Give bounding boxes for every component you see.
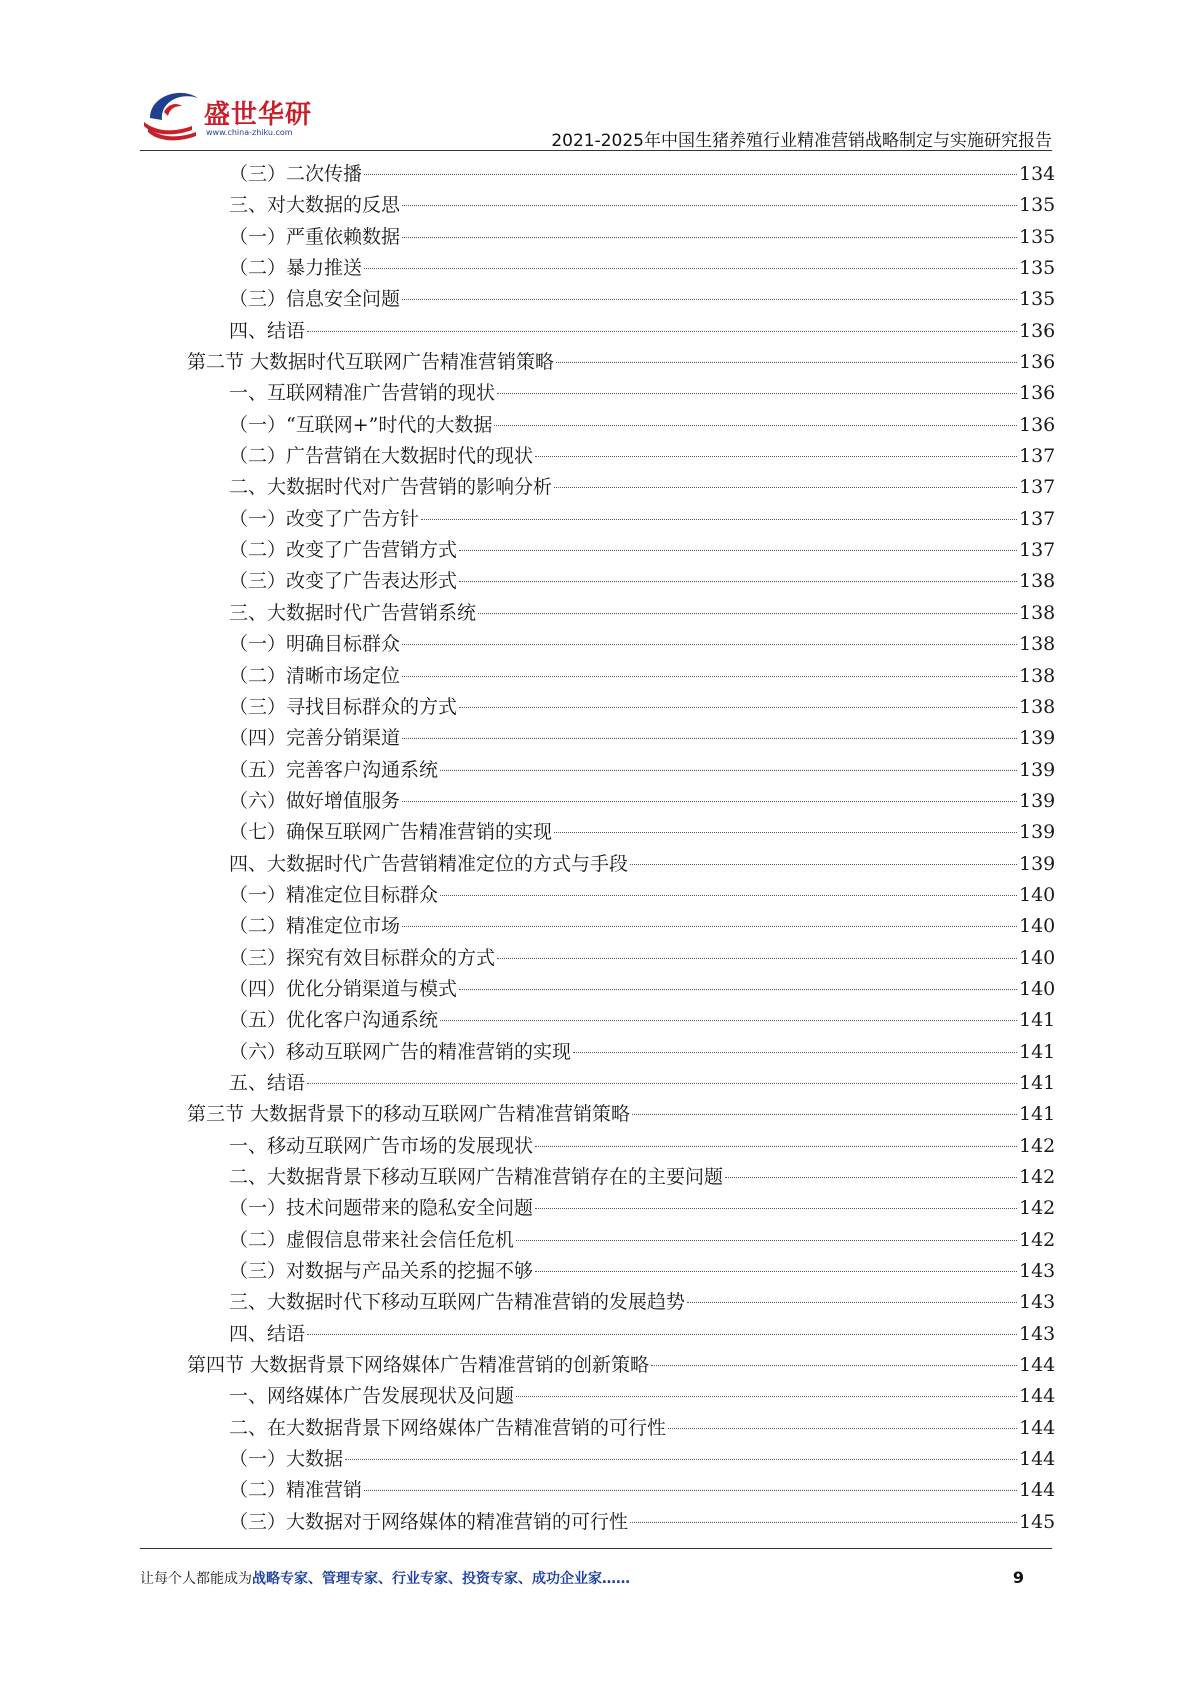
toc-entry[interactable] [0, 1507, 1191, 1538]
toc-entry[interactable] [0, 284, 1191, 315]
toc-leader-dots [402, 237, 1017, 238]
toc-entry[interactable] [0, 159, 1191, 190]
toc-entry[interactable] [0, 410, 1191, 441]
toc-entry[interactable] [0, 504, 1191, 535]
toc-entry-page: 134 [1019, 163, 1056, 185]
toc-leader-dots [402, 299, 1017, 300]
toc-entry-title: （二）清晰市场定位 [229, 664, 401, 687]
toc-leader-dots [364, 174, 1017, 175]
toc-leader-dots [459, 707, 1017, 708]
toc-entry-title: 二、大数据时代对广告营销的影响分析 [229, 476, 553, 499]
toc-leader-dots [632, 1114, 1017, 1115]
toc-leader-dots [459, 581, 1017, 582]
toc-entry-page: 136 [1019, 319, 1056, 342]
toc-entry-page: 143 [1019, 1291, 1056, 1314]
toc-entry[interactable] [0, 755, 1191, 786]
toc-entry[interactable] [0, 692, 1191, 723]
logo-url: www.china-zhiku.com [206, 128, 293, 137]
toc-entry-title: （三）对数据与产品关系的挖掘不够 [229, 1260, 534, 1283]
toc-entry-page: 137 [1019, 476, 1056, 499]
toc-leader-dots [535, 456, 1017, 457]
footer-divider [140, 1548, 1052, 1549]
toc-entry-page: 139 [1019, 852, 1056, 875]
toc-entry-page: 139 [1019, 821, 1056, 844]
toc-entry-page: 138 [1019, 664, 1056, 687]
toc-entry-page: 144 [1019, 1385, 1056, 1408]
toc-leader-dots [345, 1459, 1017, 1460]
toc-entry[interactable] [0, 943, 1191, 974]
page-number: 9 [1012, 1568, 1024, 1587]
toc-entry-title: 第四节 大数据背景下网络媒体广告精准营销的创新策略 [187, 1354, 650, 1377]
toc-entry-page: 143 [1019, 1322, 1056, 1345]
toc-entry-page: 141 [1019, 1103, 1056, 1126]
toc-entry-title: 四、大数据时代广告营销精准定位的方式与手段 [229, 852, 629, 875]
footer-slogan-prefix: 让每个人都能成为 [140, 1571, 252, 1587]
toc-leader-dots [668, 1428, 1017, 1429]
toc-entry-title: （二）改变了广告营销方式 [229, 539, 458, 562]
toc-entry[interactable] [0, 661, 1191, 692]
toc-entry-title: （二）精准营销 [229, 1479, 363, 1502]
toc-entry-page: 142 [1019, 1166, 1056, 1188]
toc-entry-page: 138 [1019, 695, 1056, 718]
logo-name: 盛世华研 [204, 100, 313, 130]
document-title: 2021-2025年中国生猪养殖行业精准营销战略制定与实施研究报告 [551, 131, 1052, 151]
toc-entry[interactable] [0, 1193, 1191, 1224]
toc-entry-title: 三、大数据时代广告营销系统 [229, 601, 477, 624]
toc-entry-page: 137 [1019, 539, 1056, 562]
toc-entry-page: 138 [1019, 633, 1056, 656]
toc-leader-dots [687, 1302, 1017, 1303]
toc-entry-page: 137 [1019, 507, 1056, 530]
toc-entry-page: 144 [1019, 1479, 1056, 1502]
page-footer [140, 1568, 1052, 1594]
toc-entry-page: 138 [1019, 601, 1056, 624]
toc-entry-page: 140 [1019, 915, 1056, 938]
toc-leader-dots [440, 895, 1017, 896]
toc-entry[interactable] [0, 974, 1191, 1005]
toc-entry[interactable] [0, 598, 1191, 629]
toc-entry[interactable] [0, 911, 1191, 942]
toc-entry-title: （五）完善客户沟通系统 [229, 758, 439, 781]
toc-entry[interactable] [0, 1256, 1191, 1287]
toc-entry-page: 142 [1019, 1197, 1056, 1220]
toc-entry[interactable] [0, 378, 1191, 409]
toc-leader-dots [573, 1052, 1017, 1053]
toc-entry[interactable] [0, 1413, 1191, 1444]
toc-entry[interactable] [0, 849, 1191, 880]
toc-entry-title: （七）确保互联网广告精准营销的实现 [229, 821, 553, 844]
toc-entry-title: （五）优化客户沟通系统 [229, 1009, 439, 1032]
toc-leader-dots [364, 268, 1017, 269]
toc-entry-title: （四）完善分销渠道 [229, 727, 401, 750]
toc-leader-dots [402, 738, 1017, 739]
toc-entry[interactable] [0, 441, 1191, 472]
toc-entry[interactable] [0, 253, 1191, 284]
toc-entry[interactable] [0, 1225, 1191, 1256]
toc-leader-dots [421, 519, 1017, 520]
page-header [140, 78, 1052, 151]
toc-entry-title: （二）广告营销在大数据时代的现状 [229, 445, 534, 468]
toc-entry-page: 136 [1019, 413, 1056, 436]
toc-entry-title: 五、结语 [229, 1071, 306, 1094]
toc-leader-dots [402, 926, 1017, 927]
toc-leader-dots [459, 989, 1017, 990]
footer-slogan-highlight: 战略专家、管理专家、行业专家、投资专家、成功企业家…… [252, 1571, 630, 1587]
toc-leader-dots [440, 770, 1017, 771]
toc-entry[interactable] [0, 566, 1191, 597]
toc-entry[interactable] [0, 1444, 1191, 1475]
toc-leader-dots [535, 1271, 1017, 1272]
toc-entry-title: （六）做好增值服务 [229, 789, 401, 812]
toc-entry-title: 一、移动互联网广告市场的发展现状 [229, 1134, 534, 1157]
toc-entry-page: 137 [1019, 445, 1056, 468]
toc-entry-title: （三）大数据对于网络媒体的精准营销的可行性 [229, 1510, 629, 1533]
toc-entry-title: （三）改变了广告表达形式 [229, 570, 458, 593]
toc-leader-dots [516, 1396, 1017, 1397]
toc-entry-page: 144 [1019, 1416, 1056, 1439]
toc-entry-page: 141 [1019, 1071, 1056, 1094]
toc-leader-dots [554, 487, 1017, 488]
toc-entry-page: 139 [1019, 727, 1056, 750]
toc-entry-page: 141 [1019, 1040, 1056, 1063]
toc-leader-dots [497, 958, 1017, 959]
toc-entry-page: 144 [1019, 1448, 1056, 1471]
toc-leader-dots [556, 362, 1017, 363]
toc-entry-title: 三、大数据时代下移动互联网广告精准营销的发展趋势 [229, 1291, 686, 1314]
toc-entry[interactable] [0, 629, 1191, 660]
toc-entry-title: 四、结语 [229, 319, 306, 342]
toc-entry[interactable] [0, 1475, 1191, 1506]
toc-entry-title: （三）探究有效目标群众的方式 [229, 946, 496, 969]
toc-entry[interactable] [0, 316, 1191, 347]
toc-entry[interactable] [0, 1350, 1191, 1381]
toc-entry[interactable] [0, 1131, 1191, 1162]
header-divider [140, 150, 1052, 151]
toc-leader-dots [478, 613, 1017, 614]
toc-entry[interactable] [0, 1099, 1191, 1130]
toc-leader-dots [535, 1208, 1017, 1209]
toc-leader-dots [402, 676, 1017, 677]
toc-entry-title: （一）严重依赖数据 [229, 225, 401, 248]
toc-leader-dots [630, 864, 1017, 865]
toc-entry-title: （三）二次传播 [229, 163, 363, 185]
toc-entry-title: （一）大数据 [229, 1448, 344, 1471]
toc-entry-page: 138 [1019, 570, 1056, 593]
toc-entry[interactable] [0, 1162, 1191, 1193]
toc-entry-title: （一）技术问题带来的隐私安全问题 [229, 1197, 534, 1220]
toc-entry-page: 136 [1019, 351, 1056, 374]
table-of-contents [0, 159, 1191, 1538]
toc-entry[interactable] [0, 1005, 1191, 1036]
toc-leader-dots [651, 1365, 1017, 1366]
toc-entry-title: 三、对大数据的反思 [229, 194, 401, 217]
toc-leader-dots [535, 1146, 1017, 1147]
toc-leader-dots [725, 1177, 1017, 1178]
toc-entry[interactable] [0, 723, 1191, 754]
toc-entry-title: 四、结语 [229, 1322, 306, 1345]
toc-entry-title: （二）暴力推送 [229, 257, 363, 280]
toc-entry[interactable] [0, 1287, 1191, 1318]
toc-entry-title: （三）寻找目标群众的方式 [229, 695, 458, 718]
toc-entry[interactable] [0, 1068, 1191, 1099]
toc-entry-title: 一、网络媒体广告发展现状及问题 [229, 1385, 515, 1408]
toc-entry-page: 135 [1019, 225, 1056, 248]
toc-entry-title: （一）明确目标群众 [229, 633, 401, 656]
toc-entry-page: 142 [1019, 1134, 1056, 1157]
company-logo [140, 78, 320, 148]
toc-entry-title: （一）改变了广告方针 [229, 507, 420, 530]
toc-leader-dots [440, 1020, 1017, 1021]
toc-entry-page: 142 [1019, 1228, 1056, 1251]
toc-leader-dots [307, 1083, 1017, 1084]
toc-entry[interactable] [0, 190, 1191, 221]
toc-leader-dots [459, 550, 1017, 551]
toc-entry[interactable] [0, 1319, 1191, 1350]
toc-leader-dots [554, 832, 1017, 833]
toc-entry-title: （六）移动互联网广告的精准营销的实现 [229, 1040, 572, 1063]
toc-entry[interactable] [0, 1037, 1191, 1068]
toc-leader-dots [402, 205, 1017, 206]
toc-entry-page: 139 [1019, 789, 1056, 812]
toc-entry[interactable] [0, 472, 1191, 503]
toc-entry-title: （三）信息安全问题 [229, 288, 401, 311]
toc-leader-dots [497, 393, 1017, 394]
toc-entry-page: 139 [1019, 758, 1056, 781]
logo-emblem-icon [140, 78, 210, 148]
toc-entry[interactable] [0, 222, 1191, 253]
toc-entry-page: 135 [1019, 194, 1056, 217]
toc-entry-title: （一）精准定位目标群众 [229, 883, 439, 906]
toc-leader-dots [402, 644, 1017, 645]
toc-entry-title: （四）优化分销渠道与模式 [229, 977, 458, 1000]
toc-entry-title: （一）“互联网+”时代的大数据 [229, 413, 493, 436]
toc-entry[interactable] [0, 535, 1191, 566]
toc-entry-page: 136 [1019, 382, 1056, 405]
toc-entry-title: 二、在大数据背景下网络媒体广告精准营销的可行性 [229, 1416, 667, 1439]
toc-entry[interactable] [0, 1381, 1191, 1412]
toc-entry-page: 144 [1019, 1354, 1056, 1377]
toc-entry[interactable] [0, 817, 1191, 848]
toc-entry-title: （二）虚假信息带来社会信任危机 [229, 1228, 515, 1251]
toc-entry-page: 135 [1019, 257, 1056, 280]
toc-leader-dots [516, 1240, 1017, 1241]
toc-entry-page: 140 [1019, 883, 1056, 906]
toc-entry-title: 第二节 大数据时代互联网广告精准营销策略 [187, 351, 555, 374]
toc-entry-page: 140 [1019, 946, 1056, 969]
toc-leader-dots [307, 1334, 1017, 1335]
toc-entry-page: 140 [1019, 977, 1056, 1000]
toc-leader-dots [494, 425, 1017, 426]
toc-entry[interactable] [0, 347, 1191, 378]
toc-entry-page: 141 [1019, 1009, 1056, 1032]
toc-entry-title: 二、大数据背景下移动互联网广告精准营销存在的主要问题 [229, 1166, 724, 1188]
toc-leader-dots [307, 331, 1017, 332]
toc-entry-title: 一、互联网精准广告营销的现状 [229, 382, 496, 405]
toc-entry[interactable] [0, 880, 1191, 911]
toc-leader-dots [364, 1490, 1017, 1491]
toc-entry[interactable] [0, 786, 1191, 817]
toc-leader-dots [402, 801, 1017, 802]
toc-entry-page: 143 [1019, 1260, 1056, 1283]
toc-entry-page: 145 [1019, 1510, 1056, 1533]
toc-leader-dots [630, 1522, 1017, 1523]
toc-entry-page: 135 [1019, 288, 1056, 311]
toc-entry-title: 第三节 大数据背景下的移动互联网广告精准营销策略 [187, 1103, 631, 1126]
toc-entry-title: （二）精准定位市场 [229, 915, 401, 938]
